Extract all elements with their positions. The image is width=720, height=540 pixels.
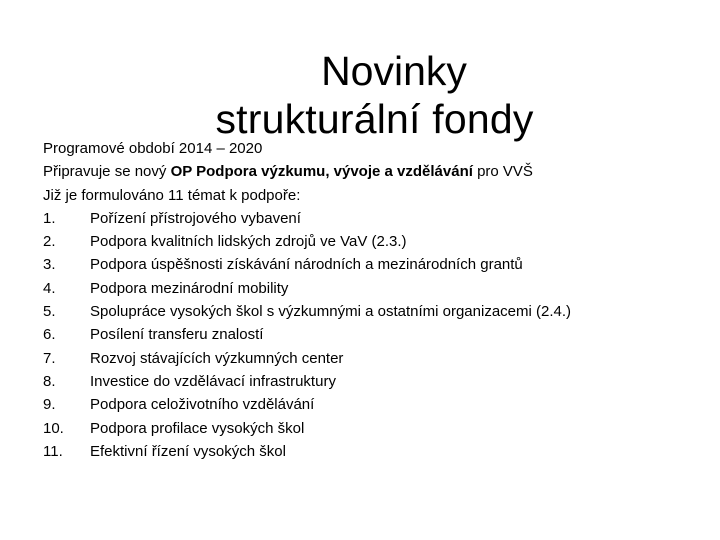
list-item [43, 207, 703, 230]
list-item [43, 370, 703, 393]
list-item-number: 8. [43, 372, 56, 390]
list-item-number: 10. [43, 419, 64, 437]
list-item [43, 393, 703, 416]
list-item-text: Podpora profilace vysokých škol [90, 419, 305, 437]
topics-intro-text: Již je formulováno 11 témat k podpoře: [43, 186, 301, 204]
list-item-number: 6. [43, 326, 56, 344]
preparation-suffix: pro VVŠ [472, 163, 533, 181]
list-item [43, 323, 703, 346]
list-item-text: Posílení transferu znalostí [90, 326, 264, 344]
program-name: OP Podpora výzkumu, vývoje a vzdělávání [170, 163, 473, 181]
list-item-number: 3. [43, 256, 56, 274]
slide-title-line1: Novinky [321, 48, 467, 95]
preparation-text [43, 160, 703, 183]
list-item-number: 2. [43, 233, 56, 251]
list-item [43, 230, 703, 253]
list-item-number: 5. [43, 303, 56, 321]
topics-list [43, 207, 703, 463]
list-item-text: Rozvoj stávajících výzkumných center [90, 349, 344, 367]
list-item-text: Podpora kvalitních lidských zdrojů ve VaV (2.3.) [90, 233, 407, 251]
slide-content [43, 137, 703, 463]
list-item [43, 347, 703, 370]
slide-title [0, 47, 720, 143]
list-item-number: 1. [43, 209, 56, 227]
list-item [43, 300, 703, 323]
slide-title-line2: strukturální fondy [215, 96, 534, 143]
list-item-text: Efektivní řízení vysokých škol [90, 442, 286, 460]
list-item-number: 7. [43, 349, 56, 367]
list-item-text: Investice do vzdělávací infrastruktury [90, 372, 336, 390]
list-item-text: Spolupráce vysokých škol s výzkumnými a ostatními organizacemi (2.4.) [90, 303, 572, 321]
list-item-text: Podpora úspěšnosti získávání národních a mezinárodních grantů [90, 256, 523, 274]
preparation-prefix: Připravuje se nový [43, 163, 171, 181]
list-item [43, 253, 703, 276]
list-item [43, 440, 703, 463]
list-item [43, 277, 703, 300]
list-item-number: 9. [43, 396, 56, 414]
list-item-text: Pořízení přístrojového vybavení [90, 209, 301, 227]
list-item-number: 4. [43, 279, 56, 297]
list-item-text: Podpora celoživotního vzdělávání [90, 396, 315, 414]
list-item-number: 11. [43, 442, 63, 460]
list-item [43, 417, 703, 440]
period-text: Programové období 2014 – 2020 [43, 140, 263, 157]
list-item-text: Podpora mezinárodní mobility [90, 279, 289, 297]
